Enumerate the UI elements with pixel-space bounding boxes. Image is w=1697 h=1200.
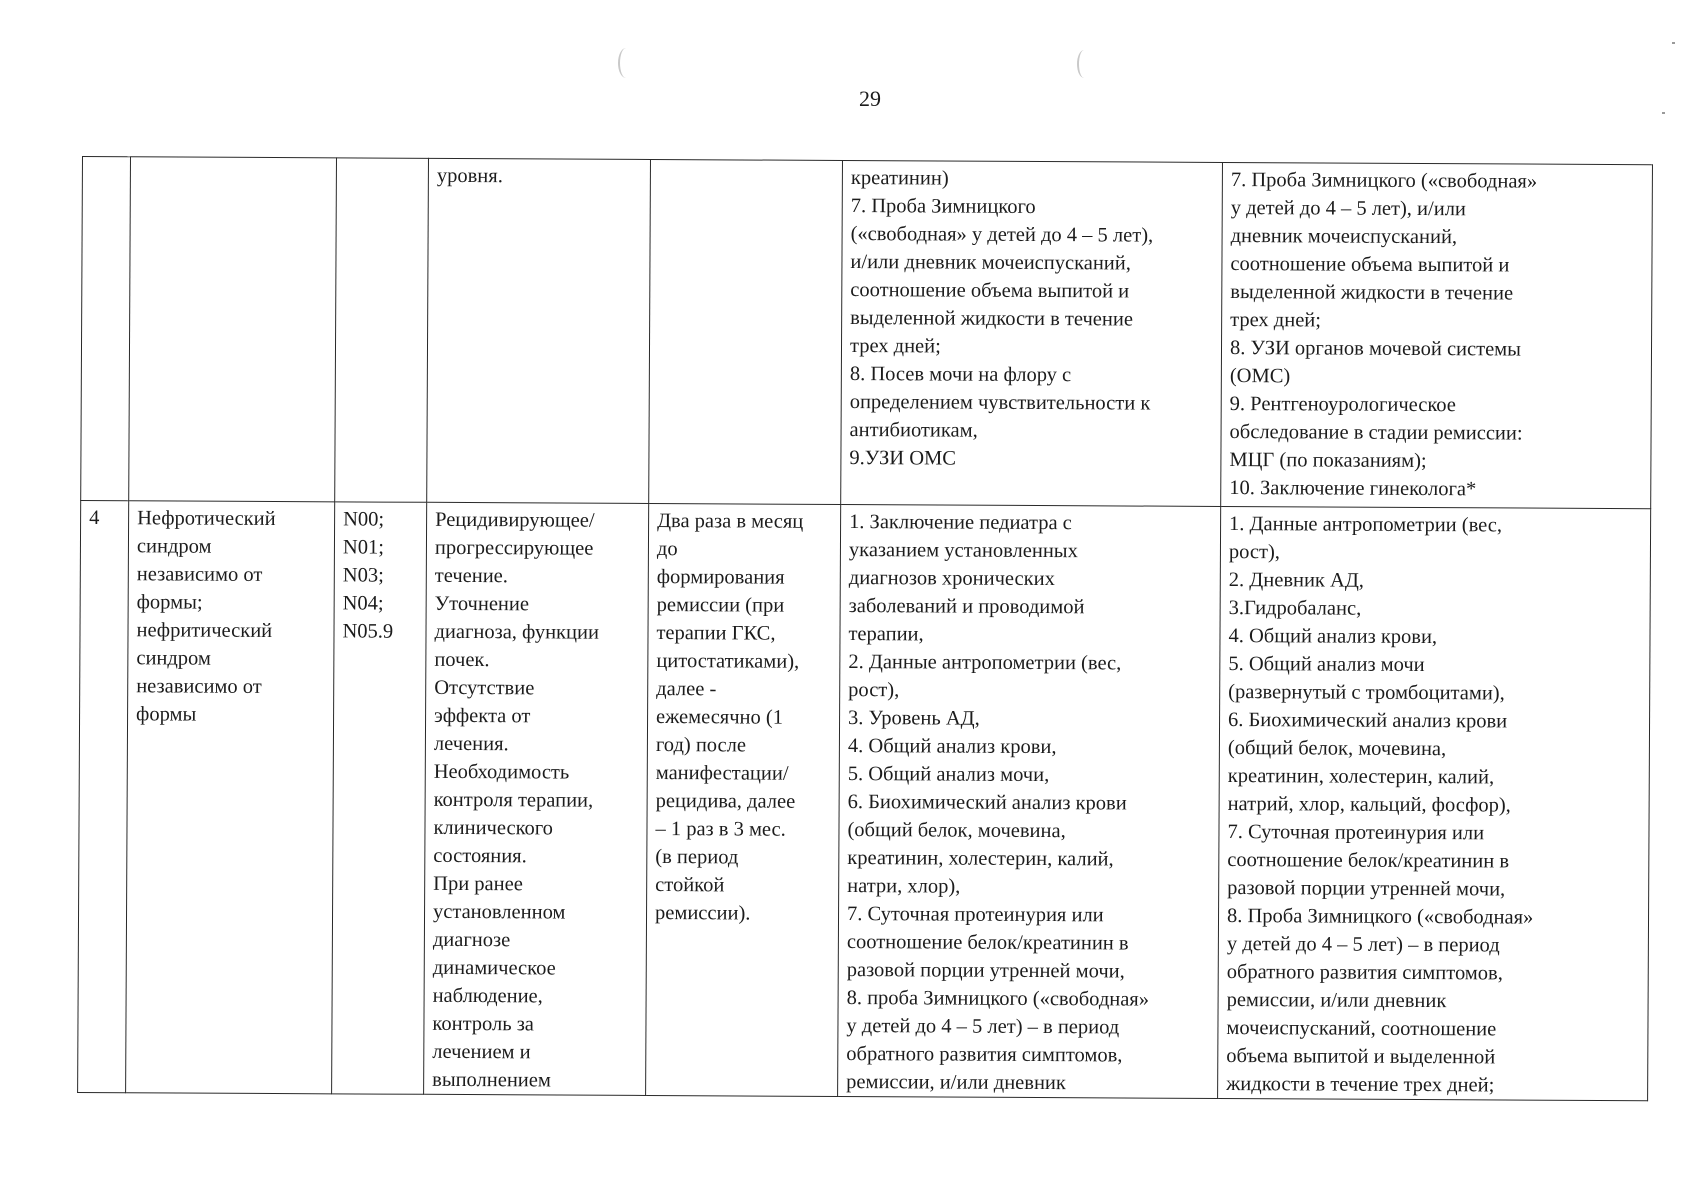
text-line: трех дней; xyxy=(1230,309,1322,332)
text-line: стойкой xyxy=(655,874,725,897)
text-line: выделенной жидкости в течение xyxy=(1230,281,1514,305)
text-line: соотношение белок/креатинин в xyxy=(1227,849,1510,873)
text-line: 8. УЗИ органов мочевой системы xyxy=(1229,337,1522,361)
text-line: жидкости в течение трех дней; xyxy=(1226,1073,1495,1097)
text-line: трех дней; xyxy=(849,335,941,358)
text-line: – 1 раз в 3 мес. xyxy=(655,818,786,841)
text-line: 6. Биохимический анализ крови xyxy=(1228,709,1508,733)
text-line: ремиссии). xyxy=(654,902,751,925)
text-line: (ОМС) xyxy=(1229,365,1291,388)
text-line: 2. Данные антропометрии (вес, xyxy=(848,651,1122,675)
text-line: у детей до 4 – 5 лет) – в период xyxy=(1226,933,1500,957)
text-line: антибиотикам, xyxy=(849,419,978,442)
text-line: 2. Дневник АД, xyxy=(1228,569,1365,592)
text-line: разовой порции утренней мочи, xyxy=(1227,877,1506,901)
text-line: 8. Проба Зимницкого («свободная» xyxy=(1226,905,1534,929)
text-line: у детей до 4 – 5 лет), и/или xyxy=(1230,197,1467,221)
text-line: Рецидивирующее/ xyxy=(435,508,595,532)
text-line: диагноза, функции xyxy=(434,620,600,644)
page-number: 29 xyxy=(859,86,881,111)
text-line: рост), xyxy=(1228,541,1281,564)
text-line: уровня. xyxy=(436,164,503,188)
text-line: эффекта от xyxy=(434,704,531,728)
text-line: заболеваний и проводимой xyxy=(848,595,1085,619)
text-line: формирования xyxy=(656,566,785,589)
text-line: формы; xyxy=(136,591,203,614)
text-line: ежемесячно (1 xyxy=(656,706,784,729)
text-line: выделенной жидкости в течение xyxy=(850,307,1134,331)
text-line: N05.9 xyxy=(342,620,394,643)
cell-frequency xyxy=(649,159,843,504)
text-line: обратного развития симптомов, xyxy=(846,1043,1123,1067)
cell-pediatrician-list xyxy=(841,160,1223,506)
text-line: и/или дневник мочеиспусканий, xyxy=(850,251,1131,275)
cell-specialist-list xyxy=(1218,506,1651,1100)
text-line: рецидива, далее xyxy=(655,790,796,813)
table-row-continuation xyxy=(81,157,1653,509)
text-line: 4. Общий анализ крови, xyxy=(847,735,1057,759)
text-line: Отсутствие xyxy=(434,676,535,700)
text-line: формы xyxy=(136,703,197,726)
text-line: синдром xyxy=(136,647,211,670)
text-line: прогрессирующее xyxy=(434,536,594,560)
cell-number: 4 xyxy=(78,500,129,1092)
cell-codes xyxy=(335,158,429,502)
text-line: синдром xyxy=(136,535,212,558)
text-line: 7. Суточная протеинурия или xyxy=(846,903,1104,927)
examination-table xyxy=(77,156,1653,1101)
text-line: независимо от xyxy=(136,563,263,586)
text-line: натрий, хлор, кальций, фосфор), xyxy=(1227,793,1511,817)
cell-condition xyxy=(126,501,335,1094)
text-line: 7. Проба Зимницкого («свободная» xyxy=(1230,169,1538,193)
text-line: ремиссии (при xyxy=(656,594,785,617)
text-line: 8. Посев мочи на флору с xyxy=(849,363,1072,387)
text-line: ремиссии, и/или дневник xyxy=(1226,989,1447,1013)
text-line: выполнением xyxy=(432,1068,551,1092)
text-line: диагнозе xyxy=(432,928,511,952)
text-line: терапии ГКС, xyxy=(656,622,776,645)
text-line: терапии, xyxy=(848,623,924,646)
text-line: определением чувствительности к xyxy=(849,391,1151,415)
text-line: N00; xyxy=(343,508,385,531)
text-line: контроля терапии, xyxy=(433,788,594,812)
text-line: 5. Общий анализ мочи xyxy=(1228,653,1425,677)
text-line: (общий белок, мочевина, xyxy=(1227,737,1447,761)
text-line: соотношение белок/креатинин в xyxy=(846,931,1129,955)
text-line: 4. Общий анализ крови, xyxy=(1228,625,1438,649)
text-line: 9.УЗИ ОМС xyxy=(849,447,957,470)
table-row-4 xyxy=(78,500,1651,1100)
cell-specialist-list xyxy=(1221,162,1653,508)
text-line: до xyxy=(656,538,678,561)
text-line: 5. Общий анализ мочи, xyxy=(847,763,1050,787)
text-line: 10. Заключение гинеколога* xyxy=(1229,477,1477,501)
text-line: креатинин) xyxy=(850,167,949,190)
text-line: 3.Гидробаланс, xyxy=(1228,597,1362,620)
text-line: (в период xyxy=(655,846,739,869)
text-line: МЦГ (по показаниям); xyxy=(1229,449,1427,473)
text-line: год) после xyxy=(655,734,747,757)
text-line: 6. Биохимический анализ крови xyxy=(847,791,1127,815)
cell-frequency xyxy=(646,503,841,1096)
text-line: 7. Суточная протеинурия или xyxy=(1227,821,1485,845)
text-line: течение. xyxy=(434,564,508,588)
text-line: рост), xyxy=(848,679,900,702)
cell-indications xyxy=(424,502,649,1095)
cell-indications xyxy=(427,158,651,503)
text-line: цитостатиками), xyxy=(656,650,800,673)
text-line: динамическое xyxy=(432,956,556,980)
cell-codes xyxy=(332,502,427,1094)
text-line: Необходимость xyxy=(433,760,570,784)
text-line: лечением и xyxy=(432,1040,531,1064)
text-line: состояния. xyxy=(433,844,527,868)
cell-condition xyxy=(129,157,337,502)
text-line: Нефротический xyxy=(137,507,276,531)
text-line: соотношение объема выпитой и xyxy=(850,279,1130,303)
text-line: клинического xyxy=(433,816,553,840)
text-line: у детей до 4 – 5 лет) – в период xyxy=(846,1015,1120,1039)
cell-pediatrician-list xyxy=(838,504,1221,1098)
text-line: диагнозов хронических xyxy=(848,567,1055,591)
text-line: обратного развития симптомов, xyxy=(1226,961,1503,985)
text-line: дневник мочеиспусканий, xyxy=(1230,225,1458,249)
cell-number xyxy=(81,157,131,501)
text-line: 9. Рентгеноурологическое xyxy=(1229,393,1456,417)
text-line: креатинин, холестерин, калий, xyxy=(1227,765,1495,789)
text-line: креатинин, холестерин, калий, xyxy=(847,847,1114,871)
text-line: почек. xyxy=(434,648,490,672)
text-line: далее - xyxy=(656,678,717,701)
text-line: N04; xyxy=(342,592,384,615)
scan-dot xyxy=(1662,112,1665,114)
text-line: объема выпитой и выделенной xyxy=(1226,1045,1496,1069)
text-line: (общий белок, мочевина, xyxy=(847,819,1066,843)
text-line: (развернутый с тромбоцитами), xyxy=(1228,681,1505,705)
text-line: соотношение объема выпитой и xyxy=(1230,253,1510,277)
scan-dot xyxy=(1672,42,1675,44)
text-line: Уточнение xyxy=(434,592,530,616)
text-line: ремиссии, и/или дневник xyxy=(846,1071,1066,1095)
text-line: 1. Данные антропометрии (вес, xyxy=(1229,513,1503,537)
text-line: установленном xyxy=(432,900,566,924)
scan-mark-right xyxy=(1077,50,1091,78)
text-line: N01; xyxy=(342,536,385,559)
text-line: («свободная» у детей до 4 – 5 лет), xyxy=(850,223,1154,247)
text-line: указанием установленных xyxy=(848,539,1078,563)
text-line: При ранее xyxy=(433,872,523,896)
text-line: манифестации/ xyxy=(655,762,789,785)
text-line: мочеиспусканий, соотношение xyxy=(1226,1017,1497,1041)
text-line: обследование в стадии ремиссии: xyxy=(1229,421,1523,445)
text-line: нефритический xyxy=(136,619,273,643)
text-line: Два раза в месяц xyxy=(657,510,804,533)
text-line: 1. Заключение педиатра с xyxy=(849,511,1072,535)
text-line: натри, хлор), xyxy=(847,875,961,898)
text-line: 8. проба Зимницкого («свободная» xyxy=(846,987,1150,1011)
text-line: 7. Проба Зимницкого xyxy=(850,195,1036,218)
text-line: лечения. xyxy=(433,732,509,756)
text-line: контроль за xyxy=(432,1012,535,1036)
text-line: 3. Уровень АД, xyxy=(848,707,980,730)
text-line: независимо от xyxy=(136,675,262,698)
text-line: разовой порции утренней мочи, xyxy=(846,959,1125,983)
scan-mark-left xyxy=(618,48,634,78)
text-line: N03; xyxy=(342,564,384,587)
text-line: наблюдение, xyxy=(432,984,543,1008)
